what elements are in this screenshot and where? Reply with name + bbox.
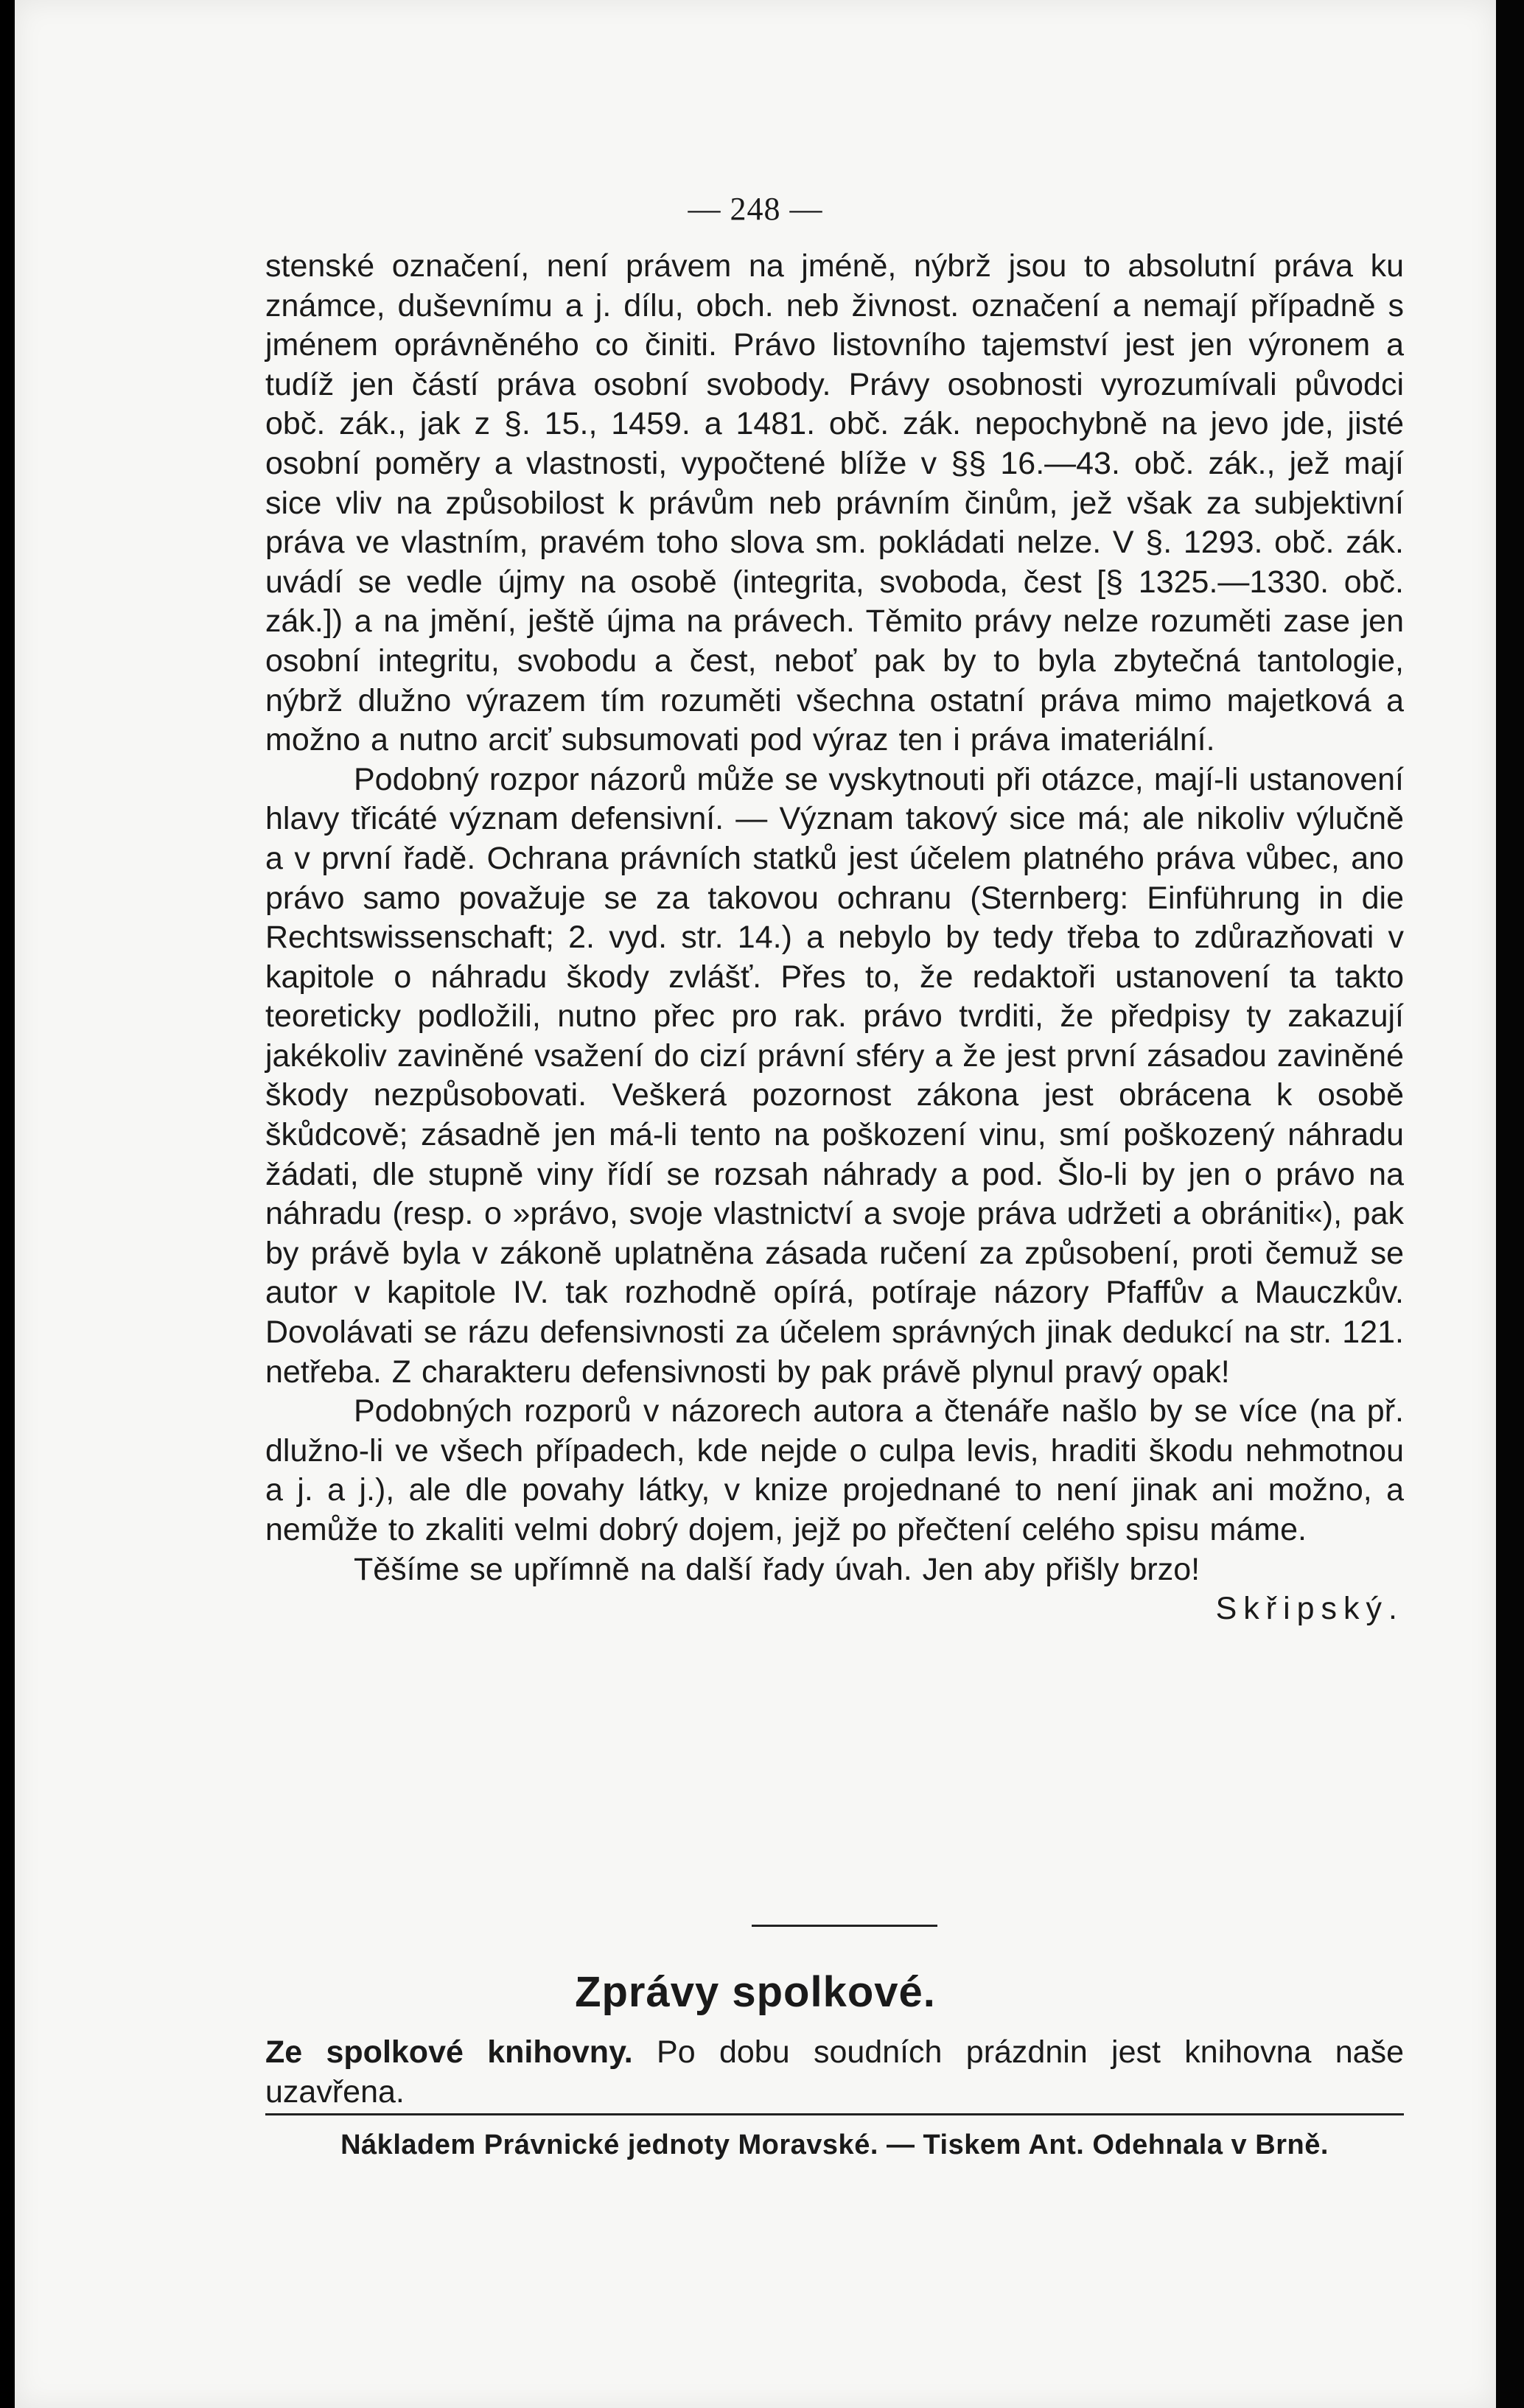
paragraph-1: stenské označení, není právem na jméně, nýbrž jsou to absolutní práva ku známce, duševnímu a j. dílu, obch. neb živnost. označení a nemají případně s jménem oprávněného co činiti. Právo listovního tajemství jest jen výronem a tudíž jen částí práva osobní svobody. Právy osobnosti vyrozumívali původci obč. zák., jak z §. 15., 1459. a 1481. obč. zák. nepochybně na jevo jde, jisté osobní poměry a vlastnosti, vypočtené blíže v §§ 16.—43. obč. zák., jež mají sice vliv na způsobilost k právům neb právním činům, jež však za subjektivní práva ve vlastním, pravém toho slova sm. pokládati nelze. V §. 1293. obč. zák. uvádí se vedle újmy na osobě (integrita, svoboda, čest [§ 1325.—1330. obč. zák.]) a na jmění, ještě újma na právech. Těmito právy nelze rozuměti zase jen osobní integritu, svobodu a čest, neboť pak by to byla zbytečná tantologie, nýbrž dlužno výrazem tím rozuměti všechna ostatní práva mimo majetková a možno a nutno arciť subsumovati pod výraz ten i práva imateriální. xyxy=(265,248,1404,758)
paragraph-3: Podobných rozporů v názorech autora a čtenáře našlo by se více (na př. dlužno-li ve všech případech, kde nejde o culpa levis, hraditi škodu nehmotnou a j. a j.), ale dle povahy látky, v knize projednané to není jinak ani možno, a nemůže to zkaliti velmi dobrý dojem, jejž po přečtení celého spisu máme. xyxy=(265,1393,1404,1547)
paragraph-2: Podobný rozpor názorů může se vyskytnouti při otázce, mají-li ustanovení hlavy třicáté význam defensivní. — Význam takový sice má; ale nikoliv výlučně a v první řadě. Ochrana právních statků jest účelem platného práva vůbec, ano právo samo považuje se za takovou ochranu (Sternberg: Einführung in die Rechtswissenschaft; 2. vyd. str. 14.) a nebylo by tedy třeba to zdůrazňovati v kapitole o náhradu škody zvlášť. Přes to, že redaktoři ustanovení ta takto teoreticky podložili, nutno přec pro rak. právo tvrditi, že předpisy ty zakazují jakékoliv zaviněné vsažení do cizí právní sféry a že jest první zásadou zaviněné škody nezpůsobovati. Veškerá pozornost zákona jest obrácena k osobě škůdcově; zásadně jen má-li tento na poškození vinu, smí poškozený náhradu žádati, dle stupně viny řídí se rozsah náhrady a pod. Šlo-li by jen o právo na náhradu (resp. o »právo, svoje vlastnictví a svoje práva udržeti a obrániti«), pak by právě byla v zákoně uplatněna zásada ručení za způsobení, proti čemuž se autor v kapitole IV. tak rozhodně opírá, potíraje názory Pfaffův a Mauczkův. Dovolávati se rázu defensivnosti za účelem správných jinak dedukcí na str. 121. netřeba. Z charakteru defensivnosti by pak právě plynul pravý opak! xyxy=(265,761,1404,1390)
news-item xyxy=(265,2032,1404,2112)
page-number: — 248 — xyxy=(688,191,823,227)
news-lead: Ze spolkové knihovny. xyxy=(265,2034,633,2070)
footer-rule xyxy=(265,2113,1404,2115)
imprint: Nákladem Právnické jednoty Moravské. — Tiskem Ant. Odehnala v Brně. xyxy=(340,2129,1329,2160)
section-heading: Zprávy spolkové. xyxy=(575,1968,936,2016)
author-signature: Skřipský. xyxy=(1215,1591,1404,1627)
section-divider xyxy=(752,1925,937,1927)
body-text xyxy=(265,247,1404,1629)
paragraph-4: Těšíme se upřímně na další řady úvah. Jen aby přišly brzo! xyxy=(354,1551,1200,1587)
scan-edge xyxy=(1496,0,1524,2408)
book-page xyxy=(15,0,1496,2408)
news-text: Po dobu soudních prázdnin jest knihovna naše uzavřena. xyxy=(265,2034,1404,2110)
